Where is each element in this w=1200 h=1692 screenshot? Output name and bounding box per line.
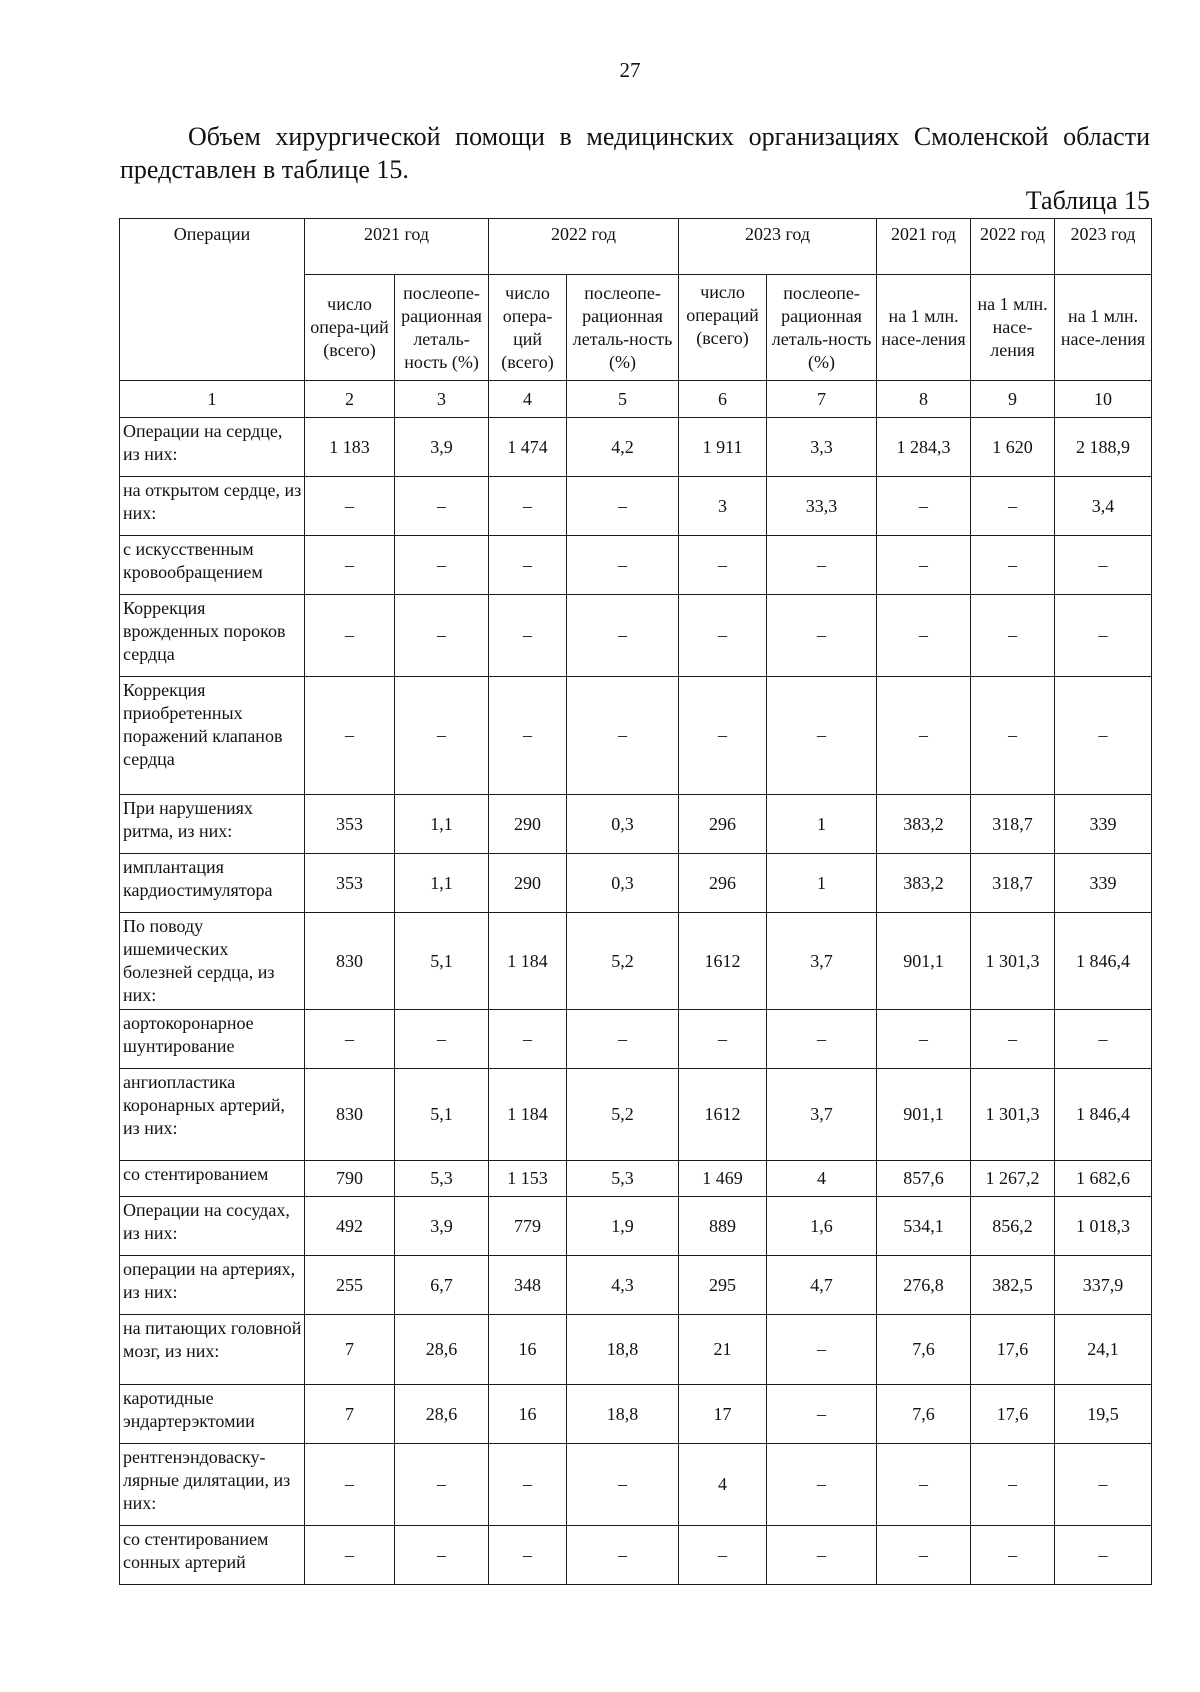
row-label: имплантация кардиостимулятора [120,854,305,913]
table-cell: – [305,536,395,595]
table-cell: – [305,595,395,677]
row-label: Коррекция врожденных пороков сердца [120,595,305,677]
column-number-row [120,381,1152,418]
table-cell: – [767,1444,877,1526]
row-label: Операции на сердце, из них: [120,418,305,477]
table-cell: – [489,595,567,677]
table-cell: 1612 [679,1069,767,1161]
header-num-ops-2021: число опера-ций (всего) [305,275,395,381]
table-cell: – [395,536,489,595]
row-label: на питающих головной мозг, из них: [120,1315,305,1385]
table-cell: 276,8 [877,1256,971,1315]
table-cell: – [971,677,1055,795]
table-cell: 16 [489,1315,567,1385]
intro-paragraph [120,120,1150,186]
table-row [120,536,1152,595]
table-cell: – [877,677,971,795]
row-label: каротидные эндартерэктомии [120,1385,305,1444]
header-per-million-2021: на 1 млн. насе-ления [877,275,971,381]
table-cell: 901,1 [877,1069,971,1161]
table-cell: 17,6 [971,1315,1055,1385]
table-cell: – [679,1010,767,1069]
table-cell: 1,1 [395,854,489,913]
table-cell: 348 [489,1256,567,1315]
header-num-ops-2022: число опера-ций (всего) [489,275,567,381]
table-cell: 1 846,4 [1055,1069,1152,1161]
table-cell: – [489,1010,567,1069]
table-cell: – [971,477,1055,536]
table-row [120,1256,1152,1315]
table-cell: 1 183 [305,418,395,477]
row-label: Коррекция приобретенных поражений клапанов сердца [120,677,305,795]
table-cell: – [767,677,877,795]
table-cell: 296 [679,795,767,854]
table-cell: 856,2 [971,1197,1055,1256]
table-cell: – [877,1010,971,1069]
table-row [120,854,1152,913]
table-cell: – [877,1526,971,1585]
row-label: рентгенэндоваску-лярные дилятации, из них: [120,1444,305,1526]
table-cell: 6,7 [395,1256,489,1315]
table-cell: – [679,1526,767,1585]
row-label: на открытом сердце, из них: [120,477,305,536]
table-cell: – [877,1444,971,1526]
table-cell: 290 [489,795,567,854]
table-row [120,1197,1152,1256]
table-cell: – [567,1526,679,1585]
table-cell: 318,7 [971,795,1055,854]
table-cell: – [971,1010,1055,1069]
table-cell: 1,1 [395,795,489,854]
table-cell: 1612 [679,913,767,1010]
header-mortality-2022: послеопе-рационная леталь-ность (%) [567,275,679,381]
table-cell: 1 301,3 [971,913,1055,1010]
table-cell: 17 [679,1385,767,1444]
table-cell: 1,9 [567,1197,679,1256]
table-cell: – [767,1385,877,1444]
table-cell: 296 [679,854,767,913]
table-cell: – [1055,1444,1152,1526]
table-cell: – [395,1526,489,1585]
table-cell: 1 184 [489,1069,567,1161]
column-number: 6 [679,381,767,418]
header-per-million-2022: на 1 млн. насе-ления [971,275,1055,381]
row-label: При нарушениях ритма, из них: [120,795,305,854]
table-cell: 830 [305,913,395,1010]
table-cell: 1 018,3 [1055,1197,1152,1256]
table-cell: – [305,1444,395,1526]
table-cell: – [1055,1010,1152,1069]
column-number: 5 [567,381,679,418]
table-cell: 339 [1055,795,1152,854]
table-cell: – [305,477,395,536]
table-cell: – [567,1444,679,1526]
header-row-years [120,219,1152,275]
table-cell: 4 [767,1161,877,1197]
table-cell: 318,7 [971,854,1055,913]
table-cell: 4,3 [567,1256,679,1315]
table-cell: 5,1 [395,913,489,1010]
table-cell: – [305,1526,395,1585]
table-cell: 383,2 [877,854,971,913]
table-cell: 383,2 [877,795,971,854]
table-cell: – [1055,536,1152,595]
table-cell: 295 [679,1256,767,1315]
table-cell: – [567,477,679,536]
table-cell: 19,5 [1055,1385,1152,1444]
column-number: 9 [971,381,1055,418]
header-year-2023: 2023 год [679,219,877,275]
table-cell: – [305,677,395,795]
header-num-ops-2023: число операций (всего) [679,275,767,381]
column-number: 8 [877,381,971,418]
table-cell: 5,3 [395,1161,489,1197]
table-cell: – [767,1010,877,1069]
row-label: аортокоронарное шунтирование [120,1010,305,1069]
table-cell: 534,1 [877,1197,971,1256]
table-cell: – [489,1444,567,1526]
table-cell: 3,9 [395,1197,489,1256]
row-label: По поводу ишемических болезней сердца, из них: [120,913,305,1010]
header-col10-year: 2023 год [1055,219,1152,275]
table-cell: 21 [679,1315,767,1385]
table-cell: 7 [305,1385,395,1444]
table-row [120,595,1152,677]
table-cell: 18,8 [567,1385,679,1444]
table-cell: 353 [305,795,395,854]
table-cell: – [971,536,1055,595]
table-cell: 1 267,2 [971,1161,1055,1197]
table-row [120,1069,1152,1161]
row-label: с искусственным кровообращением [120,536,305,595]
table-cell: 1 682,6 [1055,1161,1152,1197]
table-cell: – [305,1010,395,1069]
table-cell: 7,6 [877,1385,971,1444]
table-cell: – [567,595,679,677]
header-year-2022: 2022 год [489,219,679,275]
table-cell: – [971,595,1055,677]
surgery-volume-table [119,218,1152,1585]
table-cell: 3,3 [767,418,877,477]
table-cell: – [679,536,767,595]
table-cell: 830 [305,1069,395,1161]
table-row [120,1444,1152,1526]
table-cell: 1,6 [767,1197,877,1256]
table-cell: – [767,1526,877,1585]
table-cell: 0,3 [567,795,679,854]
table-cell: 0,3 [567,854,679,913]
table-cell: – [679,677,767,795]
column-number: 4 [489,381,567,418]
table-cell: 17,6 [971,1385,1055,1444]
table-cell: 5,1 [395,1069,489,1161]
table-row [120,795,1152,854]
table-cell: 1 301,3 [971,1069,1055,1161]
table-cell: 382,5 [971,1256,1055,1315]
table-cell: – [767,1315,877,1385]
table-cell: 28,6 [395,1385,489,1444]
header-col9-year: 2022 год [971,219,1055,275]
table-cell: 1 911 [679,418,767,477]
row-label: операции на артериях, из них: [120,1256,305,1315]
table-cell: 255 [305,1256,395,1315]
table-cell: – [971,1444,1055,1526]
table-cell: 4 [679,1444,767,1526]
table-cell: 7 [305,1315,395,1385]
table-cell: – [567,536,679,595]
table-cell: 3,9 [395,418,489,477]
row-label: со стентированием сонных артерий [120,1526,305,1585]
column-number: 1 [120,381,305,418]
table-row [120,1010,1152,1069]
table-row [120,1385,1152,1444]
table-cell: 1 [767,795,877,854]
table-cell: – [567,1010,679,1069]
table-cell: – [489,536,567,595]
table-row [120,477,1152,536]
table-row [120,1526,1152,1585]
table-cell: 889 [679,1197,767,1256]
table-cell: 24,1 [1055,1315,1152,1385]
table-cell: – [395,477,489,536]
table-cell: – [395,1444,489,1526]
table-row [120,418,1152,477]
table-row [120,1315,1152,1385]
table-row [120,913,1152,1010]
table-cell: 1 153 [489,1161,567,1197]
table-cell: 1 284,3 [877,418,971,477]
header-mortality-2023: послеопе-рационная леталь-ность (%) [767,275,877,381]
table-cell: 2 188,9 [1055,418,1152,477]
table-cell: 1 469 [679,1161,767,1197]
table-cell: – [767,595,877,677]
row-label: Операции на сосудах, из них: [120,1197,305,1256]
intro-text: Объем хирургической помощи в медицинских организациях Смоленской области представлен в таблице 15. [120,122,1150,184]
table-cell: 353 [305,854,395,913]
table-cell: – [877,595,971,677]
table-cell: 3,7 [767,913,877,1010]
table-cell: 33,3 [767,477,877,536]
table-cell: – [767,536,877,595]
header-operations: Операции [120,219,305,381]
table-cell: – [971,1526,1055,1585]
column-number: 10 [1055,381,1152,418]
table-cell: 5,3 [567,1161,679,1197]
table-cell: 7,6 [877,1315,971,1385]
table-cell: 16 [489,1385,567,1444]
table-cell: – [567,677,679,795]
table-cell: 857,6 [877,1161,971,1197]
table-cell: – [1055,677,1152,795]
table-cell: – [1055,595,1152,677]
column-number: 2 [305,381,395,418]
table-cell: 1 184 [489,913,567,1010]
table-cell: 1 620 [971,418,1055,477]
table-cell: 1 474 [489,418,567,477]
table-cell: 337,9 [1055,1256,1152,1315]
header-col8-year: 2021 год [877,219,971,275]
table-cell: – [679,595,767,677]
table-row [120,1161,1152,1197]
table-cell: – [877,477,971,536]
table-cell: – [395,595,489,677]
table-cell: 28,6 [395,1315,489,1385]
table-cell: 492 [305,1197,395,1256]
table-caption: Таблица 15 [1025,186,1150,215]
header-year-2021: 2021 год [305,219,489,275]
column-number: 7 [767,381,877,418]
table-cell: 901,1 [877,913,971,1010]
table-cell: – [877,536,971,595]
table-cell: – [489,1526,567,1585]
table-cell: – [489,677,567,795]
table-cell: 3 [679,477,767,536]
table-cell: – [395,1010,489,1069]
table-cell: 339 [1055,854,1152,913]
table-cell: – [489,477,567,536]
row-label: со стентированием [120,1161,305,1197]
table-cell: 779 [489,1197,567,1256]
header-mortality-2021: послеопе-рационная леталь-ность (%) [395,275,489,381]
table-cell: – [1055,1526,1152,1585]
table-cell: 4,7 [767,1256,877,1315]
header-per-million-2023: на 1 млн. насе-ления [1055,275,1152,381]
column-number: 3 [395,381,489,418]
page-number: 27 [619,58,641,82]
table-cell: 290 [489,854,567,913]
table-cell: 5,2 [567,1069,679,1161]
table-cell: 5,2 [567,913,679,1010]
table-cell: – [395,677,489,795]
row-label: ангиопластика коронарных артерий, из них: [120,1069,305,1161]
table-row [120,677,1152,795]
table-cell: 1 846,4 [1055,913,1152,1010]
table-cell: 3,4 [1055,477,1152,536]
table-cell: 790 [305,1161,395,1197]
table-cell: 4,2 [567,418,679,477]
table-cell: 1 [767,854,877,913]
table-cell: 18,8 [567,1315,679,1385]
table-cell: 3,7 [767,1069,877,1161]
